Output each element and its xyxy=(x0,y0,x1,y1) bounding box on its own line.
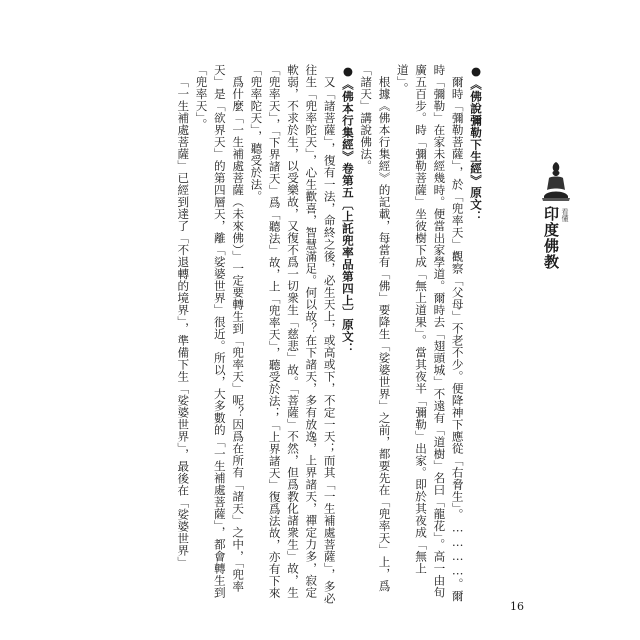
heading-sutra-quote-2: ●《佛本行集經》卷第五〔上託兜率品第四上〕原文： xyxy=(340,64,355,355)
heading-sutra-quote-1: ●《佛說彌勒下生經》原文： xyxy=(469,64,483,223)
paragraph-explanation-2: 爲什麼「一生補處菩薩（未來佛）」一定要轉生到「兜率天」呢？因爲在所有「諸天」之中，「兜率天」是「欲界天」的第四層天，離「娑婆世界」很近。所以，大多數的「一生補處菩薩」，都會轉生到「兜率天」。 xyxy=(194,64,246,599)
buddha-icon xyxy=(541,160,571,202)
vertical-body-text xyxy=(155,64,485,604)
logo-text-group xyxy=(543,206,569,270)
page-number: 16 xyxy=(510,600,524,613)
logo-title: 印度佛教 xyxy=(542,206,560,270)
series-logo xyxy=(536,160,576,270)
logo-small-text: 看懂 xyxy=(561,208,569,222)
paragraph-explanation-3: 「一生補處菩薩」已經到達了「不退轉的境界」，準備下生「娑婆世界」，最後在「娑婆世界」 xyxy=(176,75,191,568)
paragraph-explanation-1: 根據《佛本行集經》的記載，每當有「佛」要降生「娑婆世界」之前，都要先在「兜率天」上，爲「諸天」講說佛法。 xyxy=(359,64,392,592)
paragraph-quote-2: 又「諸菩薩」，復有一法，命終之後，必生天上，或高或下，不定一天；而其「一生補處菩薩」，多必往生「兜率陀天」，心生歡喜，智慧滿足。何以故？在下諸天，多有放逸，上界諸天，禪定力多，寂定軟弱，不求於生，以受樂故，又復不爲一切衆生「慈悲」故。「菩薩」不然，但爲教化諸衆生」故，生「兜率天」，「下界諸天」爲「聽法」故，上「兜率天」，聽受於法；「上界諸天」復爲法故，亦有下來「兜率陀天」，聽受於法。 xyxy=(249,64,337,604)
paragraph-quote-1: 爾時「彌勒菩薩」，於「兜率天」觀察「父母」不老不少。便降神下應從「右脅生」。…………。爾時「彌勒」在家未經幾時。便當出家學道。爾時去「翅頭城」不遠有「道樹」名曰「龍花」。高一由旬廣五百步。時「彌勒菩薩」坐彼樹下成「無上道果」。當其夜半「彌勒」出家。即於其夜成「無上道」。 xyxy=(395,64,465,602)
